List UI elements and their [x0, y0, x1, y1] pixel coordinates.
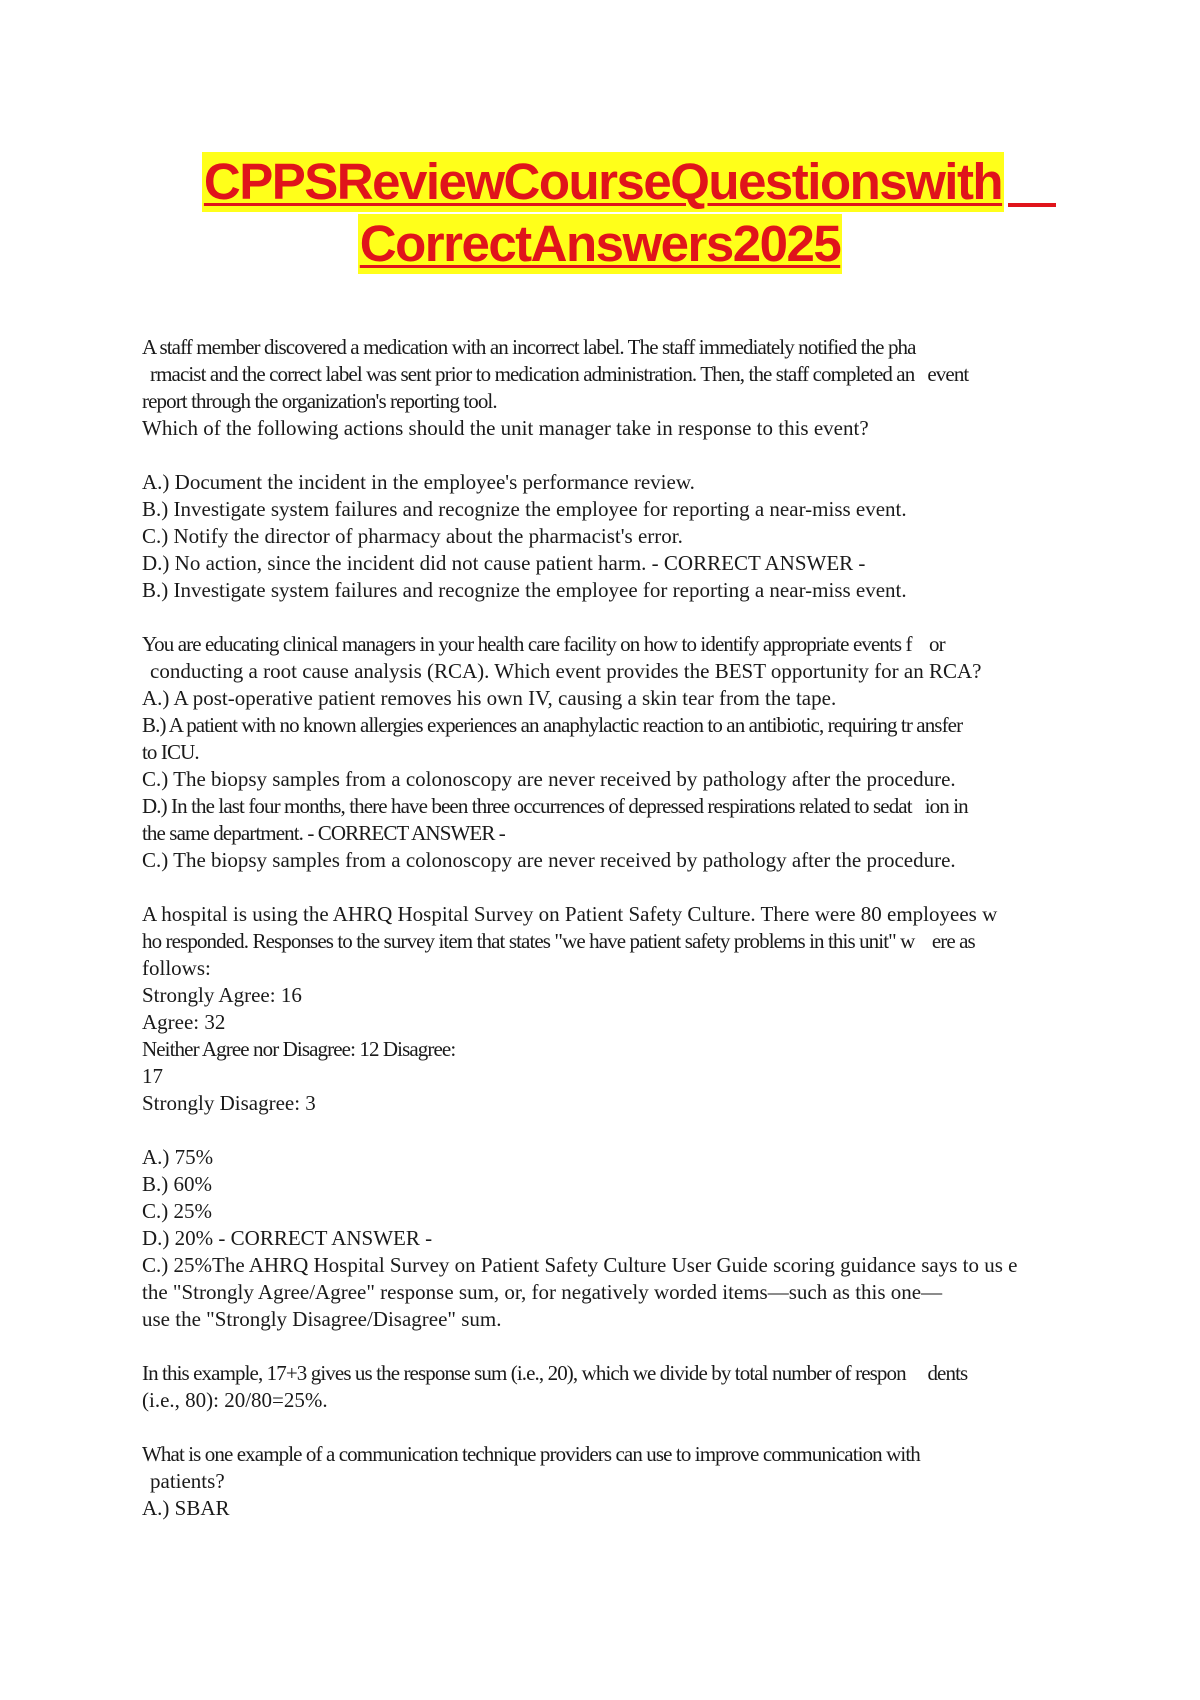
answer-option: A.) 75%	[142, 1145, 214, 1169]
question-stem-line: report through the organization's reporting tool.	[142, 389, 497, 413]
title-underline-tail	[1008, 203, 1056, 207]
survey-response-line: Agree: 32	[142, 1010, 226, 1034]
correct-answer: C.) The biopsy samples from a colonoscopy are never received by pathology after the procedure.	[142, 848, 956, 872]
correct-answer: C.) 25%The AHRQ Hospital Survey on Patient Safety Culture User Guide scoring guidance says to us e	[142, 1253, 1018, 1277]
question-2	[142, 631, 1072, 685]
answer-option: D.) 20% - CORRECT ANSWER -	[142, 1226, 433, 1250]
question-3-explanation	[142, 1360, 1072, 1414]
answer-explanation-line: the "Strongly Agree/Agree" response sum, or, for negatively worded items—such as this one—	[142, 1280, 943, 1304]
answer-option: A.) SBAR	[142, 1496, 230, 1520]
survey-response-line: 17	[142, 1064, 163, 1088]
answer-option: C.) Notify the director of pharmacy about the pharmacist's error.	[142, 524, 683, 548]
answer-option: B.) A patient with no known allergies experiences an anaphylactic reaction to an antibiotic, requiring tr ansfer	[142, 713, 963, 737]
answer-explanation-line: use the "Strongly Disagree/Disagree" sum.	[142, 1307, 502, 1331]
title-line-1: CPPSReviewCourseQuestionswith	[203, 153, 1003, 210]
question-stem-line: You are educating clinical managers in your health care facility on how to identify appropriate events f or	[142, 632, 945, 656]
question-2-options	[142, 685, 1072, 874]
question-3-options	[142, 1144, 1072, 1333]
answer-option: B.) 60%	[142, 1172, 212, 1196]
question-stem-line: follows:	[142, 956, 211, 980]
survey-response-line: Strongly Disagree: 3	[142, 1091, 316, 1115]
question-stem-line: ho responded. Responses to the survey item that states "we have patient safety problems in this unit" w ere as	[142, 929, 975, 953]
question-stem-line: A staff member discovered a medication with an incorrect label. The staff immediately notified the pha	[142, 335, 916, 359]
question-stem-line: A hospital is using the AHRQ Hospital Survey on Patient Safety Culture. There were 80 employees w	[142, 902, 998, 926]
document-body	[142, 334, 1072, 1549]
document-title	[0, 152, 1200, 274]
question-1	[142, 334, 1072, 442]
answer-option: to ICU.	[142, 740, 199, 764]
survey-response-line: Neither Agree nor Disagree: 12 Disagree:	[142, 1037, 456, 1061]
answer-explanation-line: In this example, 17+3 gives us the response sum (i.e., 20), which we divide by total number of respon dents	[142, 1361, 968, 1385]
question-4	[142, 1441, 1072, 1522]
answer-option: the same department. - CORRECT ANSWER -	[142, 821, 505, 845]
answer-option: D.) No action, since the incident did not cause patient harm. - CORRECT ANSWER -	[142, 551, 866, 575]
question-stem-line: conducting a root cause analysis (RCA). Which event provides the BEST opportunity for an RCA?	[150, 659, 982, 683]
question-stem-line: rmacist and the correct label was sent prior to medication administration. Then, the staff completed an event	[150, 362, 969, 386]
answer-option: A.) A post-operative patient removes his own IV, causing a skin tear from the tape.	[142, 686, 837, 710]
survey-response-line: Strongly Agree: 16	[142, 983, 302, 1007]
answer-option: C.) 25%	[142, 1199, 212, 1223]
question-stem-line: patients?	[150, 1469, 225, 1493]
answer-option: D.) In the last four months, there have been three occurrences of depressed respirations related to sedat ion in	[142, 794, 968, 818]
correct-answer: B.) Investigate system failures and recognize the employee for reporting a near-miss event.	[142, 578, 907, 602]
question-stem-line: Which of the following actions should the unit manager take in response to this event?	[142, 416, 869, 440]
answer-explanation-line: (i.e., 80): 20/80=25%.	[142, 1388, 328, 1412]
answer-option: B.) Investigate system failures and recognize the employee for reporting a near-miss event.	[142, 497, 907, 521]
question-stem-line: What is one example of a communication technique providers can use to improve communication with	[142, 1442, 920, 1466]
answer-option: A.) Document the incident in the employee's performance review.	[142, 470, 695, 494]
answer-option: C.) The biopsy samples from a colonoscopy are never received by pathology after the procedure.	[142, 767, 956, 791]
question-3	[142, 901, 1072, 1117]
question-1-options	[142, 469, 1072, 604]
title-line-2: CorrectAnswers2025	[359, 215, 841, 272]
